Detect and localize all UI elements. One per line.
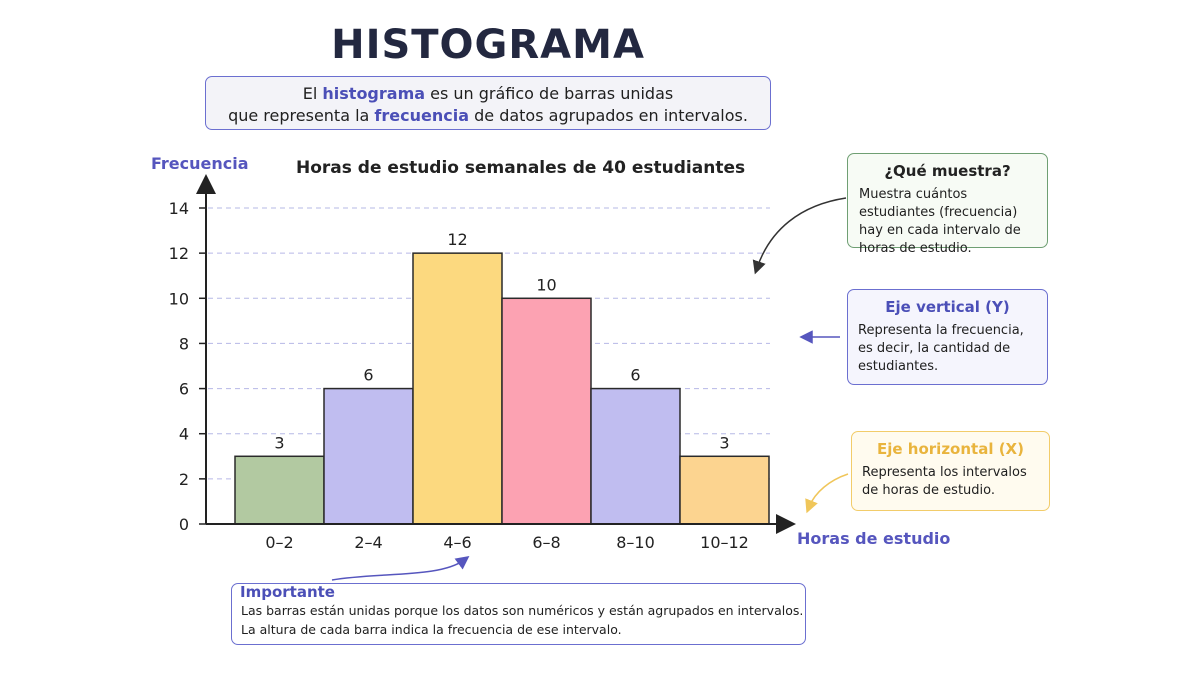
intro-text: de datos agrupados en intervalos.: [469, 106, 748, 125]
y-tick-label: 8: [178, 334, 189, 354]
page-title: HISTOGRAMA: [331, 22, 645, 68]
callout-que-text: Muestra cuántos estudiantes (frecuencia) hay en cada intervalo de horas de estudio.: [859, 187, 1021, 256]
x-tick-label: 4–6: [443, 533, 472, 552]
x-axis-label: Horas de estudio: [797, 529, 951, 548]
bar-value-label: 3: [274, 433, 285, 453]
callout-que-title: ¿Qué muestra?: [884, 162, 1011, 180]
x-tick-label: 2–4: [354, 533, 383, 552]
bar-value-label: 12: [447, 230, 468, 250]
bar-value-label: 3: [719, 433, 730, 453]
intro-text: El: [302, 84, 323, 103]
callout-eje-x-title: Eje horizontal (X): [877, 440, 1024, 458]
callout-eje-x-text: Representa los intervalos de horas de estudio.: [862, 465, 1027, 498]
bar-6: [680, 456, 769, 524]
bar-4: [502, 298, 591, 524]
note-title: Importante: [240, 583, 335, 601]
x-tick-label: 6–8: [532, 533, 561, 552]
y-tick-label: 4: [178, 424, 189, 444]
x-tick-label: 10–12: [700, 533, 749, 552]
callout-eje-horizontal: [851, 431, 1050, 511]
y-tick-label: 2: [178, 469, 189, 489]
bar-1: [235, 456, 324, 524]
intro-highlight-histograma: histograma: [322, 84, 426, 103]
x-tick-label: 0–2: [265, 533, 294, 552]
y-tick-label: 14: [168, 199, 189, 218]
intro-text: que representa la: [228, 106, 375, 125]
intro-highlight-frecuencia: frecuencia: [374, 106, 470, 125]
bar-value-label: 6: [630, 365, 641, 385]
callout-arrow-que: [757, 198, 846, 268]
chart-title: Horas de estudio semanales de 40 estudiantes: [296, 158, 746, 178]
y-tick-label: 10: [168, 289, 189, 309]
note-line-1: Las barras están unidas porque los datos son numéricos y están agrupados en intervalos.: [241, 603, 804, 618]
y-tick-label: 6: [178, 379, 189, 399]
x-tick-label: 8–10: [616, 533, 655, 552]
bar-5: [591, 389, 680, 524]
y-tick-label: 0: [178, 515, 189, 534]
callout-eje-vertical: [847, 289, 1048, 385]
callout-eje-y-text: Representa la frecuencia, es decir, la cantidad de estudiantes.: [858, 323, 1024, 374]
intro-text: es un gráfico de barras unidas: [425, 84, 674, 103]
y-axis-label: Frecuencia: [151, 154, 249, 173]
y-tick-label: 12: [168, 244, 189, 264]
callout-arrow-importante: [332, 560, 464, 580]
callout-arrow-eje-x: [809, 474, 848, 507]
bar-value-label: 10: [536, 275, 557, 295]
note-line-2: La altura de cada barra indica la frecuencia de ese intervalo.: [241, 622, 622, 637]
callout-que-muestra: [847, 153, 1048, 256]
callout-eje-y-title: Eje vertical (Y): [885, 298, 1010, 316]
bar-2: [324, 389, 413, 524]
bar-value-label: 6: [363, 365, 374, 385]
bar-3: [413, 253, 502, 524]
